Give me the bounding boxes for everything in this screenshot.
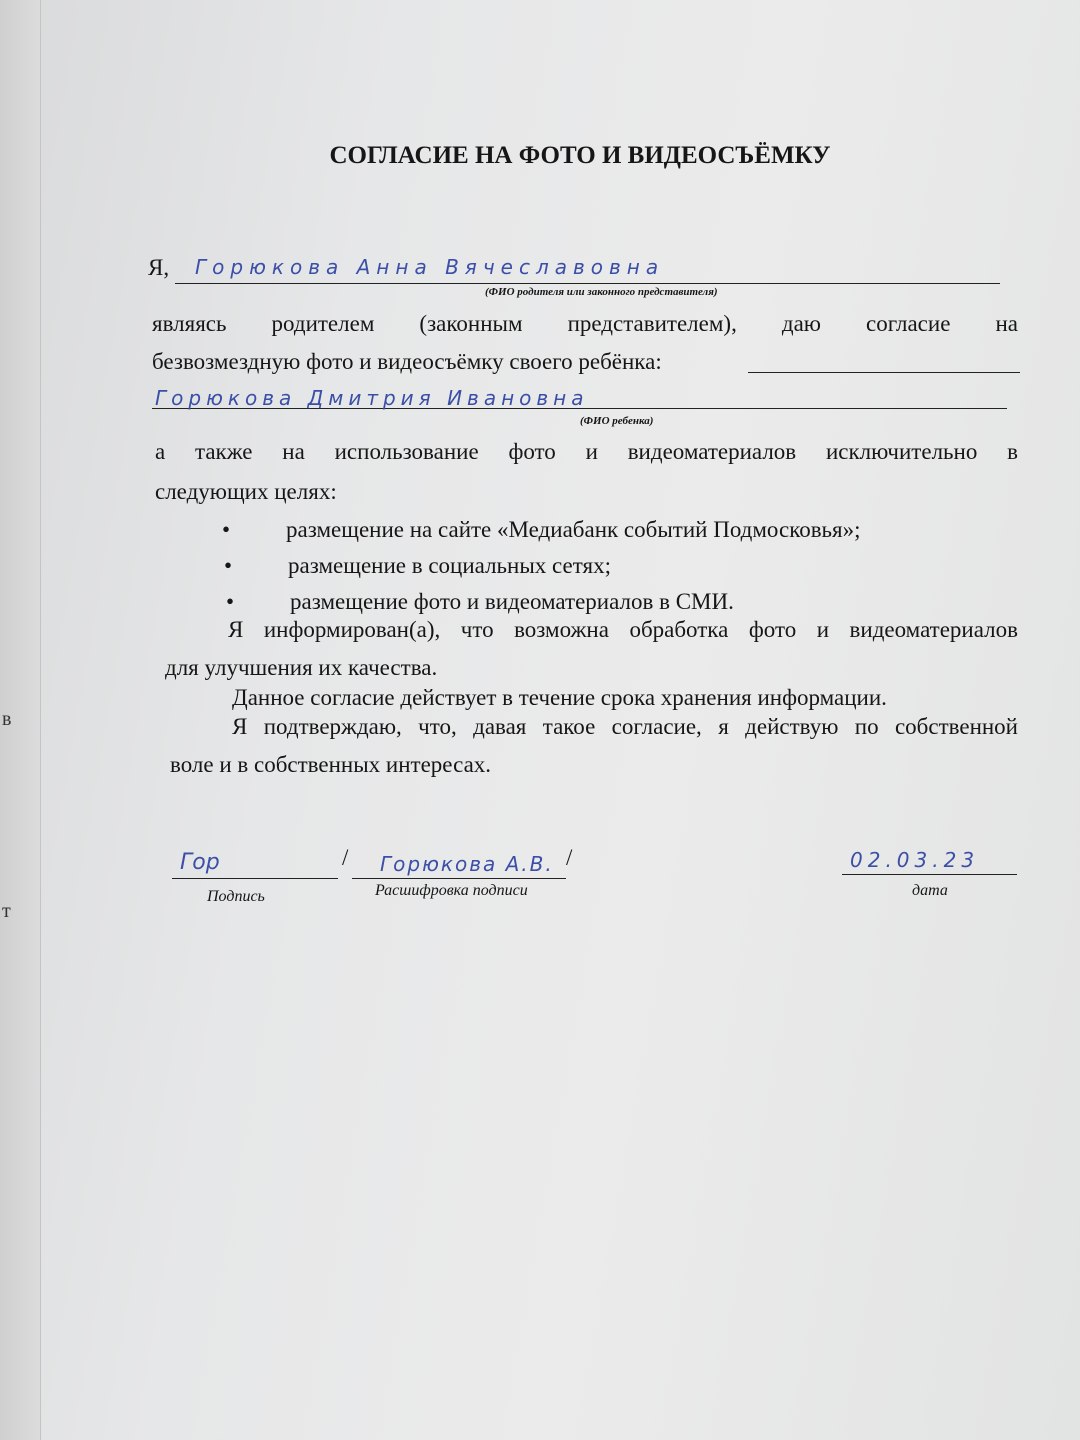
child-name-line-1	[748, 372, 1020, 373]
para3-line1: Я информирован(а), что возможна обработка фото и видеоматериалов	[228, 617, 1018, 642]
para5-line1: Я подтверждаю, что, давая такое согласие, я действую по собственной	[232, 714, 1018, 739]
decoded-caption: Расшифровка подписи	[375, 882, 528, 899]
separator-slash: /	[342, 845, 349, 870]
child-name-handwritten: Горюкова Дмитрия Ивановна	[155, 386, 589, 410]
separator-slash: /	[566, 845, 573, 870]
date-handwritten: 02.03.23	[850, 848, 980, 872]
signature-line	[172, 878, 338, 879]
signature-mark: Гор	[180, 850, 220, 875]
para3-line2: для улучшения их качества.	[165, 655, 438, 680]
date-caption: дата	[912, 882, 948, 899]
para4: Данное согласие действует в течение срока хранения информации.	[232, 685, 887, 710]
parent-name-handwritten: Горюкова Анна Вячеславовна	[195, 255, 665, 279]
para2-line1: а также на использование фото и видеоматериалов исключительно в	[155, 439, 1018, 464]
child-caption: (ФИО ребенка)	[580, 415, 654, 427]
parent-caption: (ФИО родителя или законного представителя)	[485, 286, 718, 298]
parent-name-line	[175, 283, 1000, 284]
decoded-line	[352, 878, 566, 879]
bullet-item: • размещение в социальных сетях;	[224, 548, 232, 584]
document-title: СОГЛАСИЕ НА ФОТО И ВИДЕОСЪЁМКУ	[329, 142, 831, 169]
date-line	[842, 874, 1017, 875]
para1-line1: являясь родителем (законным представителем), даю согласие на	[152, 311, 1018, 336]
para5-line2: воле и в собственных интересах.	[170, 752, 492, 777]
parent-prefix: Я,	[148, 255, 170, 280]
para2-line2: следующих целях:	[155, 479, 337, 504]
adjacent-page-edge: в т	[0, 0, 41, 1440]
bullet-text: размещение на сайте «Медиабанк событий Подмосковья»;	[286, 517, 861, 542]
bullet-item: • размещение на сайте «Медиабанк событий Подмосковья»;	[222, 512, 230, 548]
para1-line2: безвозмездную фото и видеосъёмку своего ребёнка:	[152, 349, 662, 374]
bullet-item: • размещение фото и видеоматериалов в СМИ.	[226, 584, 234, 620]
bullet-text: размещение в социальных сетях;	[288, 553, 611, 578]
decoded-signature-handwritten: Горюкова А.В.	[380, 852, 554, 876]
signature-caption: Подпись	[207, 888, 265, 905]
bullet-text: размещение фото и видеоматериалов в СМИ.	[290, 589, 734, 614]
